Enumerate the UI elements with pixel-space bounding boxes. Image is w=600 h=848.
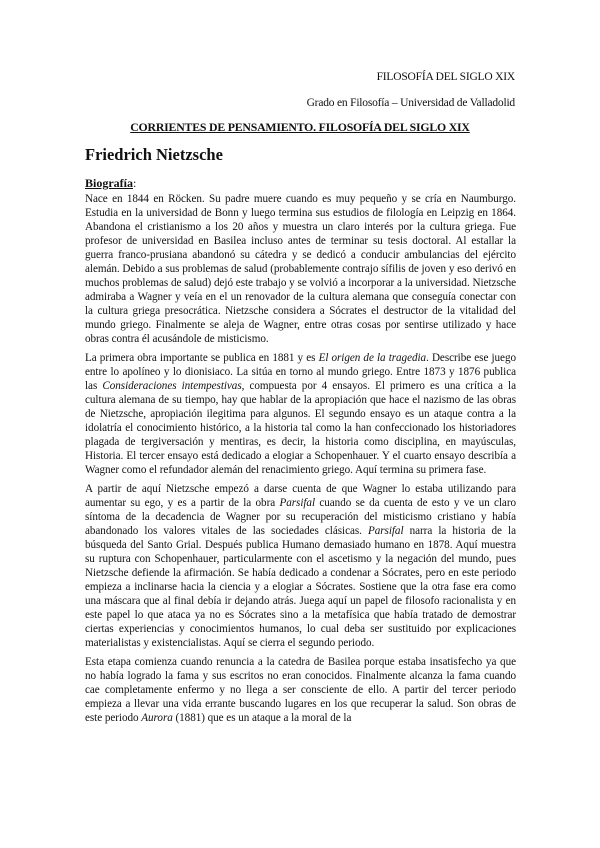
p4-title-aurora: Aurora bbox=[141, 712, 173, 724]
p3-text-b: cuando se da cuenta de esto y ve un claro síntoma de la decadencia de Wagner por su recuperación del misticismo cristiano y había abandonado los valores vitales de las sociedades clásicas. bbox=[85, 497, 516, 537]
p4-text-b: (1881) que es un ataque a la moral de la bbox=[172, 712, 352, 724]
p2-title-consideraciones: Consideraciones intempestivas bbox=[102, 380, 242, 392]
biography-colon: : bbox=[133, 176, 137, 190]
section-title: CORRIENTES DE PENSAMIENTO. FILOSOFÍA DEL SIGLO XIX bbox=[130, 120, 470, 134]
biography-heading bbox=[85, 176, 136, 191]
p3-title-parsifal-2: Parsifal bbox=[367, 525, 404, 537]
p3-text-a: A partir de aquí Nietzsche empezó a darse cuenta de que Wagner lo estaba utilizando para aumentar su ego, y es a partir de la obra bbox=[85, 483, 516, 509]
p2-text-b: . Describe ese juego entre lo apolíneo y lo dionisiaco. La sitúa en torno al mundo griego. Entre 1873 y 1876 publica las bbox=[85, 352, 516, 392]
biography-label: Biografía bbox=[85, 176, 133, 190]
paragraph-2 bbox=[85, 351, 516, 477]
p2-text-c: , compuesta por 4 ensayos. El primero es una crítica a la cultura alemana de su tiempo, hay que hablar de la apropiación que hace el nazismo de las obras de Nietzsche, apropiación ilegitima para algunos. El segundo ensayo es un ataque contra a la idolatría el conocimiento histórico, a la historia tal como la han confeccionado los historiadores plagada de tergiversación y mentiras, es decir, la historia como disciplina, en mayúsculas, Historia. El tercer ensayo está dedicado a elogiar a Schopenhauer. Y el cuarto ensayo describía a Wagner como el refundador alemán del renacimiento griego. Aquí termina su primera fase. bbox=[85, 380, 516, 476]
paragraph-3 bbox=[85, 482, 516, 650]
p4-text-a: Esta etapa comienza cuando renuncia a la catedra de Basilea porque estaba insatisfecho ya que no había logrado la fama y sus escritos no eran conocidos. Finalmente alcanza la fama cuando cae completamente enfermo y no llega a ser consciente de ello. A partir del tercer periodo empieza a llevar una vida errante buscando lugares en los que recuperar la salud. Son obras de este periodo bbox=[85, 656, 516, 724]
p3-text-c: narra la historia de la búsqueda del Santo Grial. Después publica Humano demasiado humano en 1878. Aquí muestra su ruptura con Schopenhauer, particularmente con el ascetismo y la negación del mundo, pues Nietzsche defiende la afirmación. Se había dedicado a condenar a Sócrates, pero en este periodo empieza a inclinarse hacia la ciencia y a elogiar a Sócrates. Sostiene que la otra fase era como una máscara que al final debía ir dejando atrás. Juega aquí un papel de filosofo racionalista y en este papel lo que ataca ya no es Sócrates sino a la metafísica que había tratado de demostrar ciertas experiencias y conocimientos humanos, lo cual deba ser sustituido por explicaciones materialistas y existencialistas. Aquí se cierra el segundo periodo. bbox=[85, 525, 516, 649]
paragraph-4 bbox=[85, 655, 516, 725]
person-heading: Friedrich Nietzsche bbox=[85, 145, 223, 164]
p3-title-parsifal-1: Parsifal bbox=[279, 497, 316, 509]
body-text bbox=[85, 192, 516, 725]
paragraph-1: Nace en 1844 en Röcken. Su padre muere cuando es muy pequeño y se cría en Naumburgo. Estudia en la universidad de Bonn y luego termina sus estudios de filología en Leipzig en 1864. Abandona el cristianismo a los 20 años y muestra un claro interés por la cultura griega. Fue profesor de universidad en Basilea incluso antes de terminar su tesis doctoral. Al estallar la guerra franco-prusiana abandonó su cátedra y se dedicó a conducir ambulancias del ejército alemán. Debido a sus problemas de salud (probablemente contrajo sífilis de joven y eso derivó en muchos problemas de salud) dejó este trabajo y se volvió a incorporar a la universidad. Nietzsche admiraba a Wagner y veía en el un renovador de la cultura alemana que conseguía conectar con la cultura griega presocrática. Nietzsche considera a Sócrates el destructor de la vitalidad del mundo griego. Finalmente se aleja de Wagner, entre otras cosas por sentirse utilizado y hace obras contra él acusándole de misticismo. bbox=[85, 193, 516, 345]
header-degree: Grado en Filosofía – Universidad de Valladolid bbox=[306, 97, 515, 109]
p2-title-origen: El origen de la tragedia bbox=[318, 352, 427, 364]
header-course: FILOSOFÍA DEL SIGLO XIX bbox=[376, 71, 515, 83]
p2-text-a: La primera obra importante se publica en 1881 y es bbox=[85, 352, 319, 364]
